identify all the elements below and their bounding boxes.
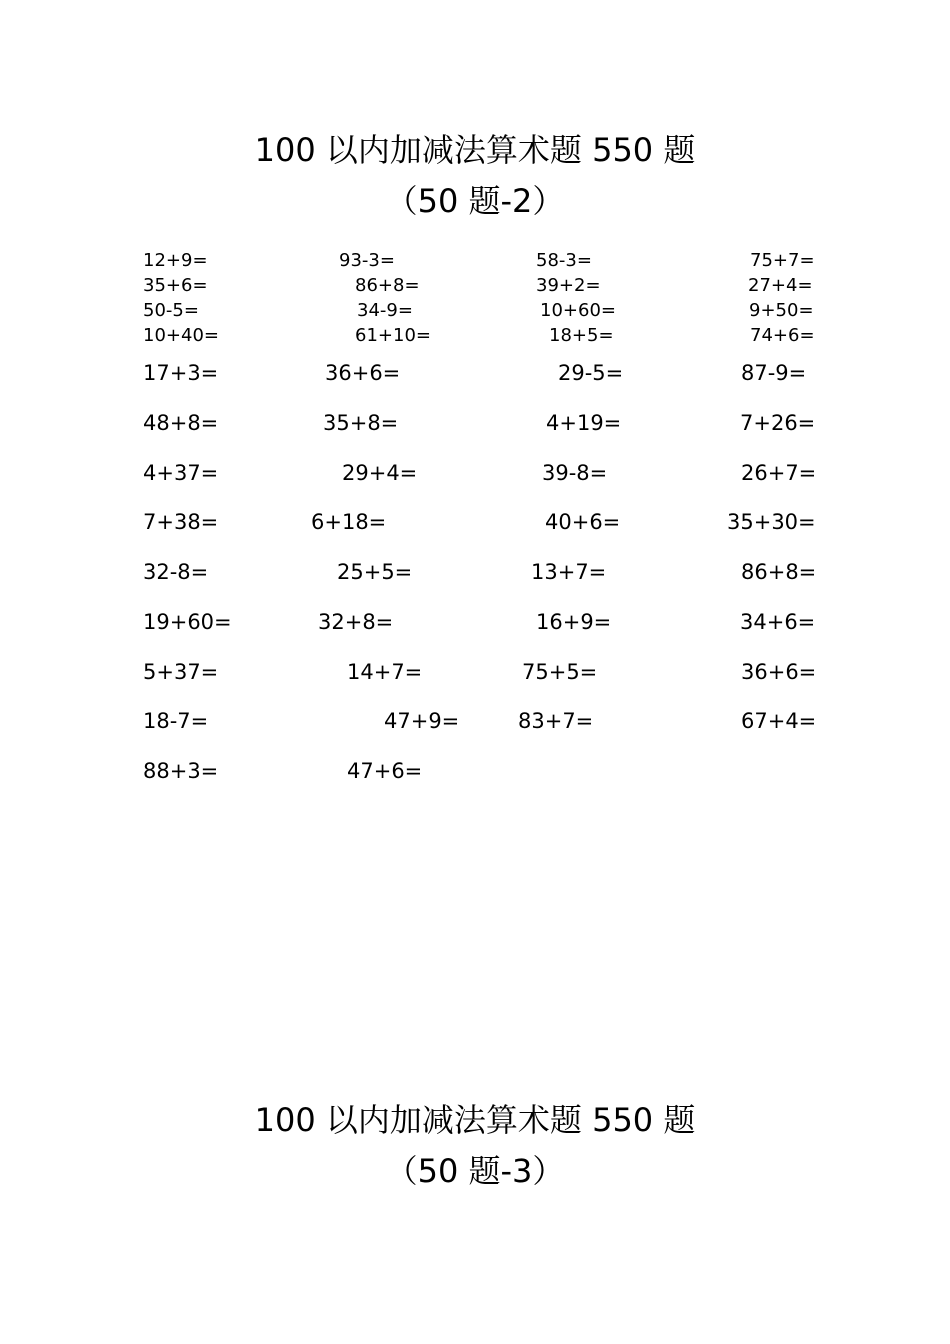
problem: 9+50= bbox=[749, 300, 814, 321]
problem: 87-9= bbox=[741, 361, 807, 385]
problem: 6+18= bbox=[311, 510, 387, 534]
problem: 18-7= bbox=[143, 709, 209, 733]
problem: 7+26= bbox=[740, 411, 816, 435]
problem: 39+2= bbox=[536, 275, 601, 296]
problem: 10+40= bbox=[143, 325, 219, 346]
problem: 86+8= bbox=[741, 560, 817, 584]
problem: 48+8= bbox=[143, 411, 219, 435]
problem: 29+4= bbox=[342, 461, 418, 485]
problem: 10+60= bbox=[540, 300, 616, 321]
problem: 61+10= bbox=[355, 325, 431, 346]
problem: 29-5= bbox=[558, 361, 624, 385]
problem: 67+4= bbox=[741, 709, 817, 733]
problem: 25+5= bbox=[337, 560, 413, 584]
problem: 16+9= bbox=[536, 610, 612, 634]
problem: 17+3= bbox=[143, 361, 219, 385]
problem: 12+9= bbox=[143, 250, 208, 271]
problem: 19+60= bbox=[143, 610, 232, 634]
problem: 40+6= bbox=[545, 510, 621, 534]
problem: 39-8= bbox=[542, 461, 608, 485]
problem: 18+5= bbox=[549, 325, 614, 346]
problem: 74+6= bbox=[750, 325, 815, 346]
problem: 35+8= bbox=[323, 411, 399, 435]
problem: 4+37= bbox=[143, 461, 219, 485]
problem: 35+30= bbox=[727, 510, 816, 534]
problem: 13+7= bbox=[531, 560, 607, 584]
worksheet-title: 100 以内加减法算术题 550 题 bbox=[254, 131, 696, 169]
problem: 58-3= bbox=[536, 250, 592, 271]
problem: 5+37= bbox=[143, 660, 219, 684]
problem: 88+3= bbox=[143, 759, 219, 783]
problem: 32+8= bbox=[318, 610, 394, 634]
worksheet-subtitle: （50 题-3） bbox=[385, 1152, 565, 1190]
problem: 83+7= bbox=[518, 709, 594, 733]
problem: 14+7= bbox=[347, 660, 423, 684]
problem: 75+5= bbox=[522, 660, 598, 684]
problem: 4+19= bbox=[546, 411, 622, 435]
problem: 34-9= bbox=[357, 300, 413, 321]
problem: 47+9= bbox=[384, 709, 460, 733]
problem: 50-5= bbox=[143, 300, 199, 321]
problem: 36+6= bbox=[325, 361, 401, 385]
worksheet-title: 100 以内加减法算术题 550 题 bbox=[254, 1101, 696, 1139]
problem: 93-3= bbox=[339, 250, 395, 271]
problem: 86+8= bbox=[355, 275, 420, 296]
worksheet-subtitle: （50 题-2） bbox=[385, 182, 565, 220]
problem: 36+6= bbox=[741, 660, 817, 684]
problem: 7+38= bbox=[143, 510, 219, 534]
problem: 26+7= bbox=[741, 461, 817, 485]
problem: 35+6= bbox=[143, 275, 208, 296]
problem: 47+6= bbox=[347, 759, 423, 783]
problem: 75+7= bbox=[750, 250, 815, 271]
problem: 27+4= bbox=[748, 275, 813, 296]
problem: 32-8= bbox=[143, 560, 209, 584]
problem: 34+6= bbox=[740, 610, 816, 634]
